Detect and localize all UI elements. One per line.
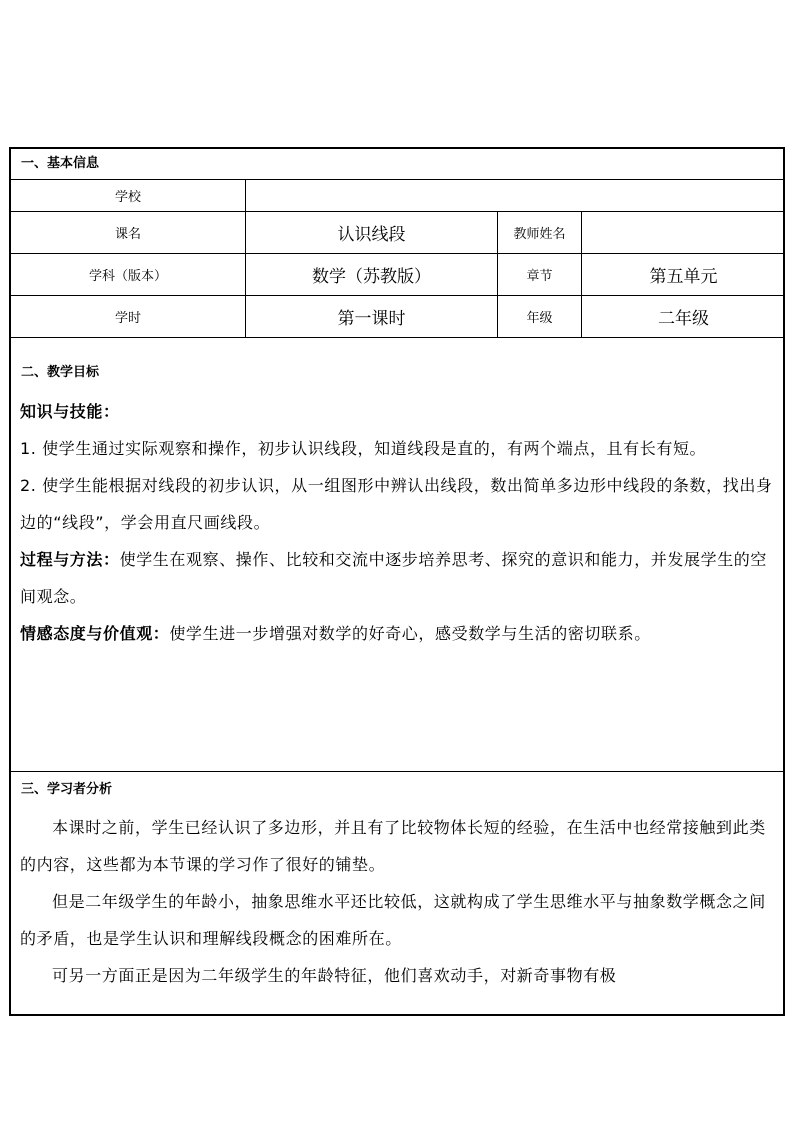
learner-analysis-body	[20, 809, 780, 994]
subject-label: 学科（版本）	[88, 268, 167, 284]
section-basic-info-heading: 一、基本信息	[21, 156, 100, 171]
analysis-paragraph-3: 可另一方面正是因为二年级学生的年龄特征，他们喜欢动手，对新奇事物有极	[52, 966, 617, 985]
school-value	[246, 179, 785, 211]
objective-item-2: 2. 使学生能根据对线段的初步认识，从一组图形中辨认出线段，数出简单多边形中线段的条数，找出身边的“线段”，学会用直尺画线段。	[20, 476, 773, 532]
process-text: 使学生在观察、操作、比较和交流中逐步培养思考、探究的意识和能力，并发展学生的空间观念。	[20, 550, 768, 606]
school-label: 学校	[114, 189, 141, 205]
process-title: 过程与方法：	[20, 550, 120, 569]
divider	[11, 337, 783, 338]
teacher-value	[582, 211, 785, 253]
process-method	[20, 541, 780, 615]
chapter-label: 章节	[526, 268, 553, 284]
grade-label: 年级	[526, 310, 553, 326]
chapter-value: 第五单元	[649, 266, 718, 287]
knowledge-title: 知识与技能：	[20, 402, 120, 421]
section-objectives-heading: 二、教学目标	[21, 365, 100, 380]
divider	[11, 771, 783, 772]
emotion-values	[20, 615, 780, 652]
analysis-paragraph-2: 但是二年级学生的年龄小，抽象思维水平还比较低，这就构成了学生思维水平与抽象数学概念之间的矛盾，也是学生认识和理解线段概念的困难所在。	[20, 892, 766, 948]
section-learner-analysis-heading: 三、学习者分析	[21, 782, 113, 797]
period-value: 第一课时	[337, 308, 406, 329]
emotion-title: 情感态度与价值观：	[20, 624, 170, 643]
course-value: 认识线段	[337, 224, 406, 245]
course-label: 课名	[114, 226, 141, 242]
emotion-text: 使学生进一步增强对数学的好奇心，感受数学与生活的密切联系。	[169, 624, 651, 643]
objectives-body	[20, 393, 780, 652]
grade-value: 二年级	[658, 308, 709, 329]
period-label: 学时	[114, 310, 141, 326]
lesson-plan-table	[9, 147, 785, 1016]
teacher-label: 教师姓名	[513, 226, 566, 242]
objective-item-1: 1. 使学生通过实际观察和操作，初步认识线段，知道线段是直的，有两个端点，且有长有短。	[20, 439, 707, 458]
analysis-paragraph-1: 本课时之前，学生已经认识了多边形，并且有了比较物体长短的经验，在生活中也经常接触到此类的内容，这些都为本节课的学习作了很好的铺垫。	[20, 818, 766, 874]
subject-value: 数学（苏教版）	[312, 266, 431, 287]
